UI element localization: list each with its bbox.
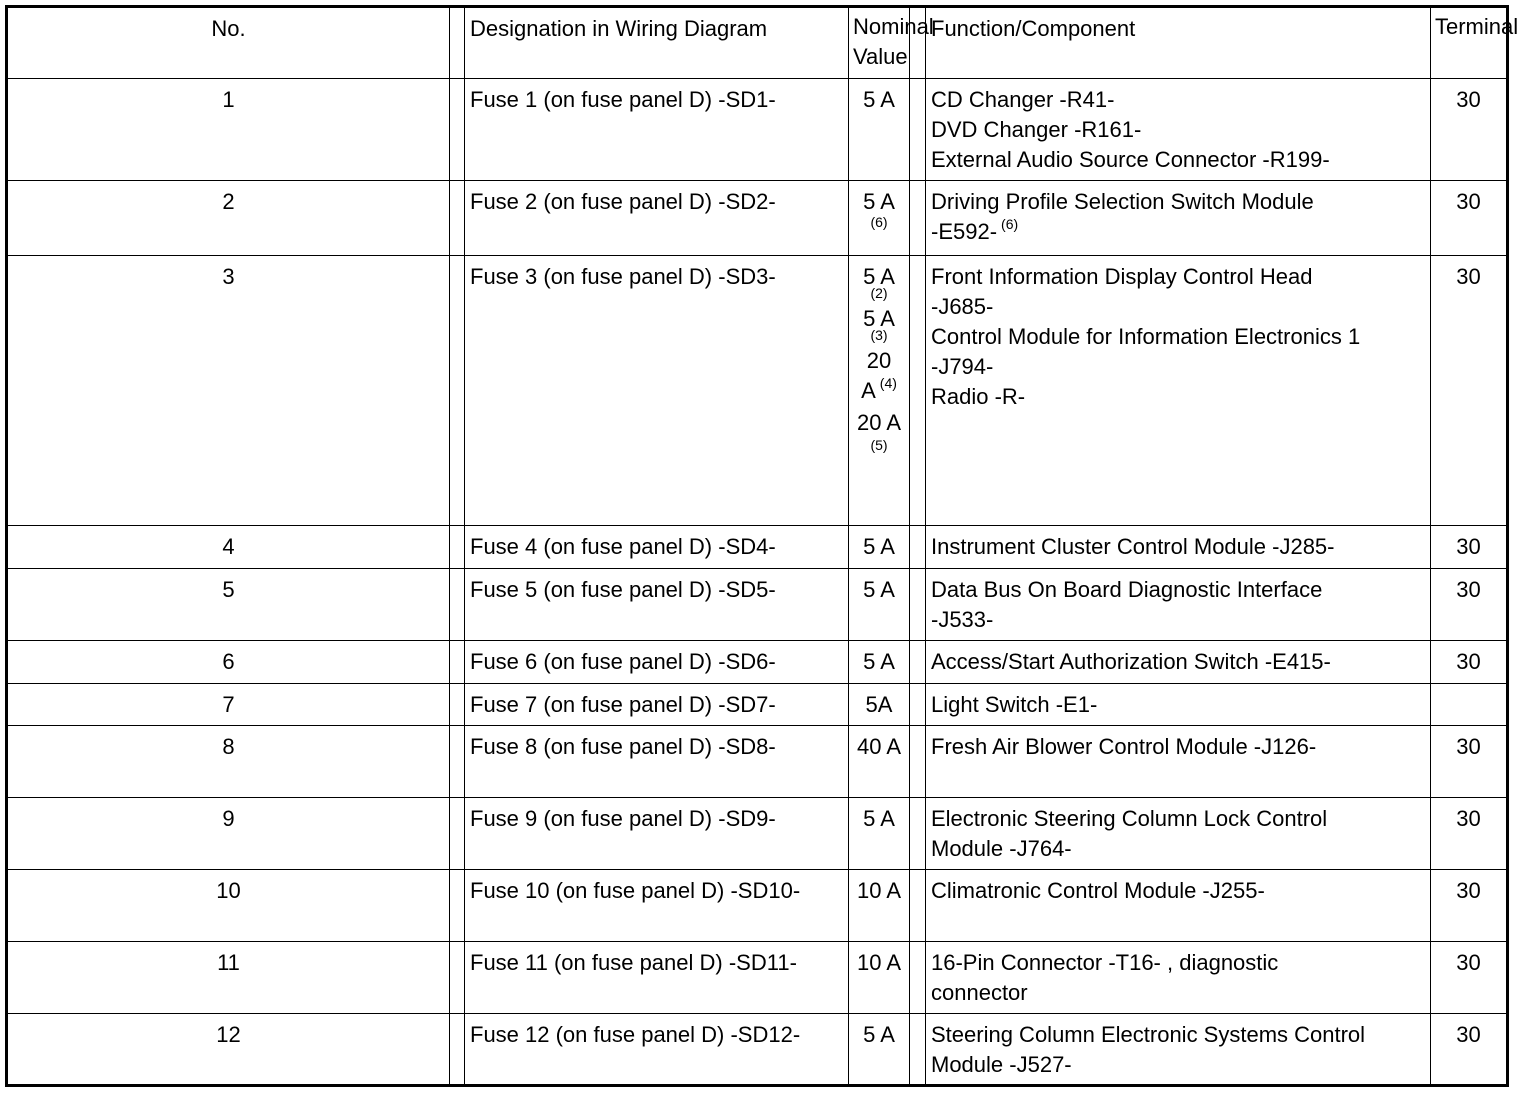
row-nominal: 5A [849,684,910,726]
row-number: 12 [7,1014,450,1086]
nominal-value: 5 A [863,189,895,214]
row-gap-2 [910,641,926,684]
nominal-note: (6) [870,214,888,230]
row-gap [450,569,465,641]
function-line: Instrument Cluster Control Module -J285- [931,534,1335,559]
function-line: CD Changer -R41- [931,87,1115,112]
row-number: 4 [7,526,450,569]
header-gap [450,7,465,79]
row-number: 3 [7,256,450,526]
row-terminal [1431,684,1508,726]
row-terminal: 30 [1431,181,1508,256]
row-gap-2 [910,79,926,181]
function-line: connector [931,980,1028,1005]
row-gap [450,942,465,1014]
header-designation: Designation in Wiring Diagram [465,7,849,79]
header-terminal: Terminal [1431,7,1508,79]
function-line: Driving Profile Selection Switch Module [931,189,1314,214]
row-gap [450,181,465,256]
row-nominal: 5 A [849,569,910,641]
row-terminal: 30 [1431,726,1508,798]
row-gap [450,641,465,684]
row-gap-2 [910,181,926,256]
row-gap [450,1014,465,1086]
row-gap [450,79,465,181]
row-designation: Fuse 3 (on fuse panel D) -SD3- [465,256,849,526]
function-line: Module -J527- [931,1052,1072,1077]
row-nominal: 40 A [849,726,910,798]
table-row [7,256,1508,526]
row-gap [450,526,465,569]
nominal-value-text: 20 A [861,348,892,403]
row-gap [450,256,465,526]
row-terminal: 30 [1431,1014,1508,1086]
row-terminal: 30 [1431,569,1508,641]
row-function [926,870,1431,942]
row-gap [450,684,465,726]
function-line: Fresh Air Blower Control Module -J126- [931,734,1317,759]
row-designation: Fuse 2 (on fuse panel D) -SD2- [465,181,849,256]
row-nominal [849,256,910,526]
table-row [7,181,1508,256]
row-designation: Fuse 6 (on fuse panel D) -SD6- [465,641,849,684]
row-designation: Fuse 9 (on fuse panel D) -SD9- [465,798,849,870]
row-designation: Fuse 10 (on fuse panel D) -SD10- [465,870,849,942]
row-terminal: 30 [1431,256,1508,526]
nominal-value: 20 A [856,410,902,435]
function-line: 16-Pin Connector -T16- , diagnostic [931,950,1279,975]
row-gap-2 [910,569,926,641]
row-number: 8 [7,726,450,798]
row-terminal: 30 [1431,79,1508,181]
function-line: External Audio Source Connector -R199- [931,147,1330,172]
table-row [7,79,1508,181]
row-function [926,641,1431,684]
function-line: Climatronic Control Module -J255- [931,878,1265,903]
function-line: Radio -R- [931,384,1026,409]
row-function [926,256,1431,526]
row-terminal: 30 [1431,526,1508,569]
table-row [7,1014,1508,1086]
row-designation: Fuse 7 (on fuse panel D) -SD7- [465,684,849,726]
row-number: 6 [7,641,450,684]
function-note: (6) [1001,216,1019,232]
row-gap-2 [910,942,926,1014]
row-designation: Fuse 1 (on fuse panel D) -SD1- [465,79,849,181]
function-line: DVD Changer -R161- [931,117,1142,142]
nominal-note: (3) [870,327,888,343]
row-nominal: 5 A [849,526,910,569]
row-nominal: 5 A [849,798,910,870]
table-row [7,526,1508,569]
header-no: No. [7,7,450,79]
function-line: Data Bus On Board Diagnostic Interface [931,577,1323,602]
function-line: Steering Column Electronic Systems Control [931,1022,1366,1047]
row-gap [450,726,465,798]
row-gap-2 [910,1014,926,1086]
function-line: -J794- [931,354,994,379]
row-gap-2 [910,526,926,569]
table-row [7,641,1508,684]
row-gap [450,798,465,870]
row-terminal: 30 [1431,870,1508,942]
nominal-note: (4) [879,375,897,391]
row-nominal: 5 A [849,79,910,181]
nominal-value [851,346,907,406]
row-number: 11 [7,942,450,1014]
row-designation: Fuse 8 (on fuse panel D) -SD8- [465,726,849,798]
row-number: 5 [7,569,450,641]
row-gap [450,870,465,942]
row-gap-2 [910,684,926,726]
table-row [7,798,1508,870]
row-function [926,79,1431,181]
row-nominal: 5 A [849,641,910,684]
function-line: Access/Start Authorization Switch -E415- [931,649,1331,674]
row-designation: Fuse 5 (on fuse panel D) -SD5- [465,569,849,641]
function-line: Light Switch -E1- [931,692,1098,717]
nominal-value: 5 A [863,306,895,331]
row-nominal [849,181,910,256]
row-nominal: 10 A [849,870,910,942]
row-function [926,1014,1431,1086]
row-designation: Fuse 4 (on fuse panel D) -SD4- [465,526,849,569]
table-row [7,870,1508,942]
nominal-note: (5) [870,437,888,453]
table-row [7,569,1508,641]
row-function [926,569,1431,641]
row-number: 7 [7,684,450,726]
row-terminal: 30 [1431,641,1508,684]
row-gap-2 [910,726,926,798]
function-line: -J685- [931,294,994,319]
header-nominal: Nominal Value [849,7,910,79]
row-number: 1 [7,79,450,181]
table-row [7,726,1508,798]
row-designation: Fuse 11 (on fuse panel D) -SD11- [465,942,849,1014]
row-function [926,684,1431,726]
nominal-note: (2) [870,285,888,301]
function-line-with-note [931,217,1426,247]
row-designation: Fuse 12 (on fuse panel D) -SD12- [465,1014,849,1086]
header-row [7,7,1508,79]
function-line: Electronic Steering Column Lock Control [931,806,1328,831]
row-function [926,726,1431,798]
function-line: Control Module for Information Electronics 1 [931,324,1361,349]
row-gap-2 [910,870,926,942]
nominal-value: 5 A [863,264,895,289]
row-number: 2 [7,181,450,256]
header-function: Function/Component [926,7,1431,79]
row-number: 10 [7,870,450,942]
row-nominal: 10 A [849,942,910,1014]
row-function [926,798,1431,870]
function-line: -E592- [931,219,998,244]
row-function [926,942,1431,1014]
row-function [926,181,1431,256]
function-line: Module -J764- [931,836,1072,861]
table-row [7,684,1508,726]
row-function [926,526,1431,569]
row-gap-2 [910,798,926,870]
row-terminal: 30 [1431,942,1508,1014]
fuse-table [5,5,1519,1087]
table-row [7,942,1508,1014]
row-number: 9 [7,798,450,870]
function-line: -J533- [931,607,994,632]
row-gap-2 [910,256,926,526]
function-line: Front Information Display Control Head [931,264,1313,289]
row-terminal: 30 [1431,798,1508,870]
row-nominal: 5 A [849,1014,910,1086]
